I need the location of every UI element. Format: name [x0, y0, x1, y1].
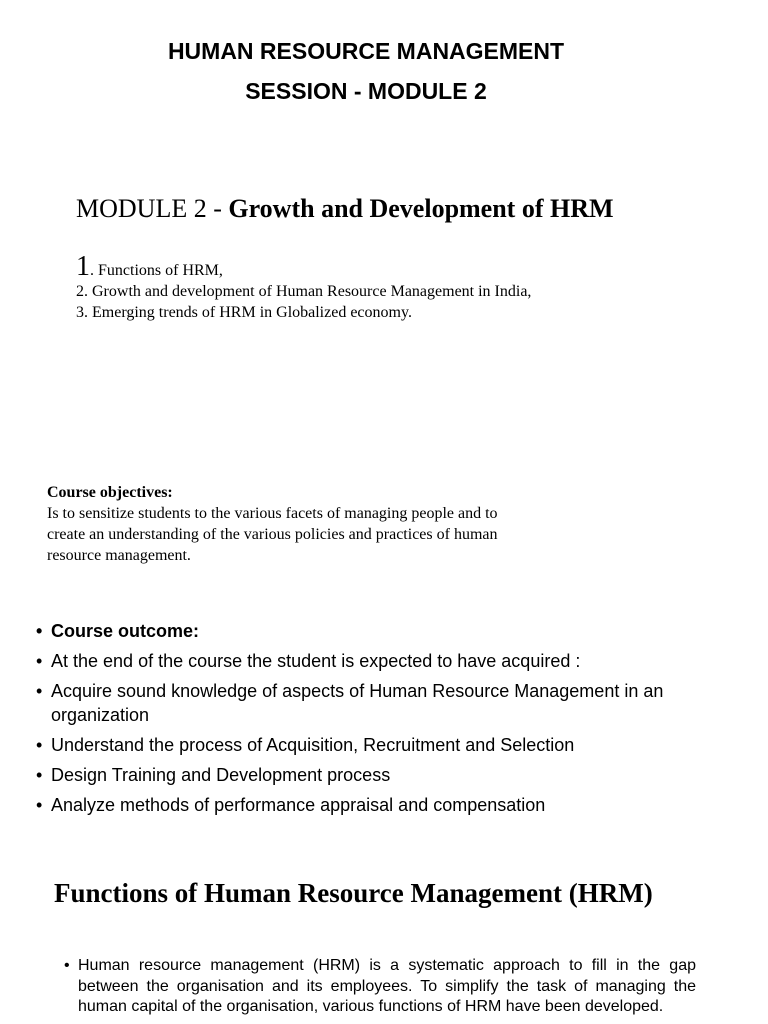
module-heading — [76, 194, 614, 224]
outcome-item: • At the end of the course the student is expected to have acquired : — [36, 649, 676, 673]
module-title: Growth and Development of HRM — [228, 194, 614, 223]
module-topic-list — [76, 251, 532, 323]
course-outcome-list — [36, 619, 676, 823]
document-subtitle: SESSION - MODULE 2 — [245, 78, 487, 104]
objectives-heading: Course objectives: — [47, 484, 173, 501]
module-prefix: MODULE 2 - — [76, 194, 229, 223]
objectives-line: Is to sensitize students to the various facets of managing people and to — [47, 505, 498, 522]
outcome-item: • Understand the process of Acquisition, Recruitment and Selection — [36, 733, 676, 757]
objectives-line: create an understanding of the various policies and practices of human — [47, 526, 498, 543]
topic-number: 1 — [76, 251, 90, 282]
document-title: HUMAN RESOURCE MANAGEMENT — [167, 38, 565, 64]
outcome-heading: • Course outcome: — [36, 619, 676, 643]
functions-paragraph: • Human resource management (HRM) is a systematic approach to fill in the gap between the organisation and its employees. To simplify the task of managing the human capital of the organisation, various functions of HRM have been developed. — [62, 956, 696, 1018]
topic-item — [76, 251, 531, 282]
objectives-line: resource management. — [47, 547, 191, 564]
topic-item: 2. Growth and development of Human Resource Management in India, — [76, 283, 532, 300]
outcome-item: • Design Training and Development process — [36, 763, 676, 787]
outcome-item: • Analyze methods of performance appraisal and compensation — [36, 793, 676, 817]
outcome-item: • Acquire sound knowledge of aspects of Human Resource Management in an organization — [36, 679, 676, 727]
functions-body — [62, 956, 696, 1018]
topic-text: . Functions of HRM, — [90, 262, 223, 279]
course-objectives — [47, 482, 627, 566]
functions-heading: Functions of Human Resource Management (HRM) — [54, 878, 653, 908]
topic-item: 3. Emerging trends of HRM in Globalized economy. — [76, 304, 412, 321]
